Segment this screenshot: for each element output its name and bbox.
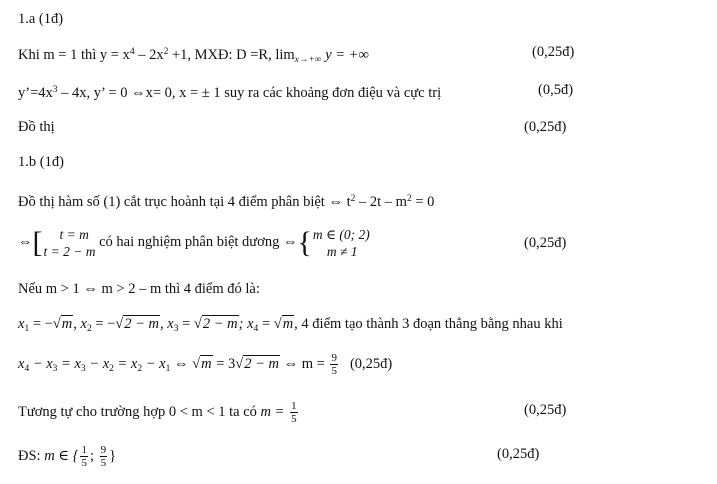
radicand: 2 − m bbox=[202, 316, 238, 332]
sub: 2 bbox=[86, 324, 92, 334]
op: = − bbox=[91, 316, 116, 332]
line-10 bbox=[18, 444, 116, 469]
var: m = bbox=[260, 403, 289, 420]
op: = bbox=[258, 316, 274, 332]
score-line-5: (0,25đ) bbox=[524, 235, 567, 251]
line-1-b: – 2x bbox=[134, 47, 164, 63]
score-line-1: (0,25đ) bbox=[532, 44, 575, 60]
sub: 1 bbox=[24, 324, 30, 334]
fraction-1-5 bbox=[290, 400, 298, 425]
var: − x bbox=[142, 355, 166, 372]
var: x bbox=[18, 355, 25, 372]
line-9-a: Tương tự cho trường hợp 0 < m < 1 ta có bbox=[18, 403, 261, 420]
bracket-row-2: t = 2 − m bbox=[43, 243, 96, 259]
op: = 3 bbox=[212, 355, 236, 372]
var: = x bbox=[113, 355, 138, 372]
exp: 4 bbox=[129, 47, 135, 57]
line-4 bbox=[18, 189, 434, 212]
square-bracket: [ bbox=[32, 225, 43, 259]
score-line-8: (0,25đ) bbox=[349, 355, 393, 372]
sub: 4 bbox=[253, 324, 259, 334]
line-9 bbox=[18, 400, 300, 425]
brace-system bbox=[313, 226, 370, 260]
heading-1b: 1.b (1đ) bbox=[18, 154, 64, 170]
exp: 2 bbox=[350, 194, 356, 204]
line-4-a: Đồ thị hàm số (1) cắt trục hoành tại 4 điểm phân biệt ⇔ t bbox=[18, 194, 351, 210]
op: = bbox=[178, 316, 194, 332]
line-4-c: = 0 bbox=[411, 194, 435, 210]
fraction-9-5 bbox=[330, 352, 338, 377]
sub: 3 bbox=[52, 363, 58, 374]
line-2-b: – 4x, y’ = 0 ⇔x= 0, x = ± 1 suy ra các khoảng đơn điệu và cực trị bbox=[57, 85, 442, 101]
numerator: 9 bbox=[331, 352, 337, 364]
bracket-row-1: t = m bbox=[59, 226, 89, 242]
score-line-9: (0,25đ) bbox=[524, 402, 567, 418]
sub: 3 bbox=[173, 324, 179, 334]
line-6: Nếu m > 1 ⇔ m > 2 – m thì 4 điểm đó là: bbox=[18, 281, 260, 297]
close-brace: } bbox=[109, 447, 117, 464]
radicand: m bbox=[61, 316, 73, 332]
sqrt-sign: √ bbox=[192, 355, 201, 372]
line-8 bbox=[18, 352, 392, 379]
var: = x bbox=[57, 355, 81, 372]
denominator: 5 bbox=[100, 457, 107, 469]
sub: 2 bbox=[137, 363, 143, 374]
fraction-9-5 bbox=[100, 444, 108, 469]
line-5 bbox=[18, 224, 370, 260]
radicand: 2 − m bbox=[244, 355, 279, 372]
score-line-10: (0,25đ) bbox=[497, 446, 540, 462]
separator: ; bbox=[89, 447, 98, 464]
sub: 3 bbox=[80, 363, 86, 374]
denominator: 5 bbox=[81, 457, 87, 469]
brace-row-2: m ≠ 1 bbox=[326, 243, 358, 259]
sqrt-sign: √ bbox=[193, 316, 202, 332]
sqrt-sign: √ bbox=[52, 316, 61, 332]
sqrt-sign: √ bbox=[115, 316, 124, 332]
var: − x bbox=[29, 355, 53, 372]
exp: 3 bbox=[52, 85, 58, 95]
var: ; x bbox=[238, 316, 254, 332]
exp: 2 bbox=[163, 47, 169, 57]
line-2 bbox=[18, 80, 441, 103]
line-2-a: y’=4x bbox=[18, 85, 53, 101]
equiv-arrow: ⇔ bbox=[18, 234, 33, 250]
line-5-middle: có hai nghiệm phân biệt dương ⇔ bbox=[95, 234, 298, 250]
sub: 1 bbox=[165, 363, 171, 374]
sqrt-sign: √ bbox=[235, 355, 244, 372]
var: m ∈ { bbox=[44, 447, 79, 464]
bracket-system bbox=[44, 226, 96, 260]
brace-row-1: m ∈ (0; 2) bbox=[312, 226, 370, 242]
line-7 bbox=[18, 314, 563, 339]
line-3: Đồ thị bbox=[18, 119, 55, 135]
op: ⇔ m = bbox=[279, 355, 329, 372]
sqrt-sign: √ bbox=[273, 316, 282, 332]
var: , x bbox=[160, 316, 174, 332]
line-1 bbox=[18, 42, 369, 70]
line-10-a: ĐS: bbox=[18, 447, 45, 464]
numerator: 9 bbox=[100, 444, 107, 456]
denominator: 5 bbox=[291, 413, 297, 425]
sub: 4 bbox=[24, 363, 30, 374]
sub: 2 bbox=[109, 363, 114, 374]
numerator: 1 bbox=[291, 400, 297, 412]
line-7-tail: , 4 điểm tạo thành 3 đoạn thẳng bằng nhau khi bbox=[294, 316, 563, 332]
radicand: m bbox=[282, 316, 294, 332]
denominator: 5 bbox=[331, 365, 337, 377]
var: , x bbox=[73, 316, 87, 332]
line-1-c: +1, MXĐ: D =R, lim bbox=[168, 47, 295, 63]
heading-1a: 1.a (1đ) bbox=[18, 11, 64, 27]
op: ⇔ bbox=[170, 355, 193, 372]
score-line-2: (0,5đ) bbox=[538, 82, 574, 98]
radicand: m bbox=[201, 355, 212, 372]
line-1-a: Khi m = 1 thì y = x bbox=[18, 47, 130, 63]
curly-brace: { bbox=[297, 225, 312, 259]
score-line-3: (0,25đ) bbox=[524, 119, 567, 135]
numerator: 1 bbox=[81, 444, 87, 456]
op: = − bbox=[29, 316, 53, 332]
line-4-b: – 2t – m bbox=[355, 194, 407, 210]
var: x bbox=[18, 316, 25, 332]
lim-tail: y = +∞ bbox=[321, 47, 369, 63]
var: − x bbox=[85, 355, 110, 372]
fraction-1-5 bbox=[80, 444, 88, 469]
radicand: 2 − m bbox=[124, 316, 160, 332]
exp: 2 bbox=[406, 194, 412, 204]
lim-sub: x→+∞ bbox=[294, 55, 322, 65]
